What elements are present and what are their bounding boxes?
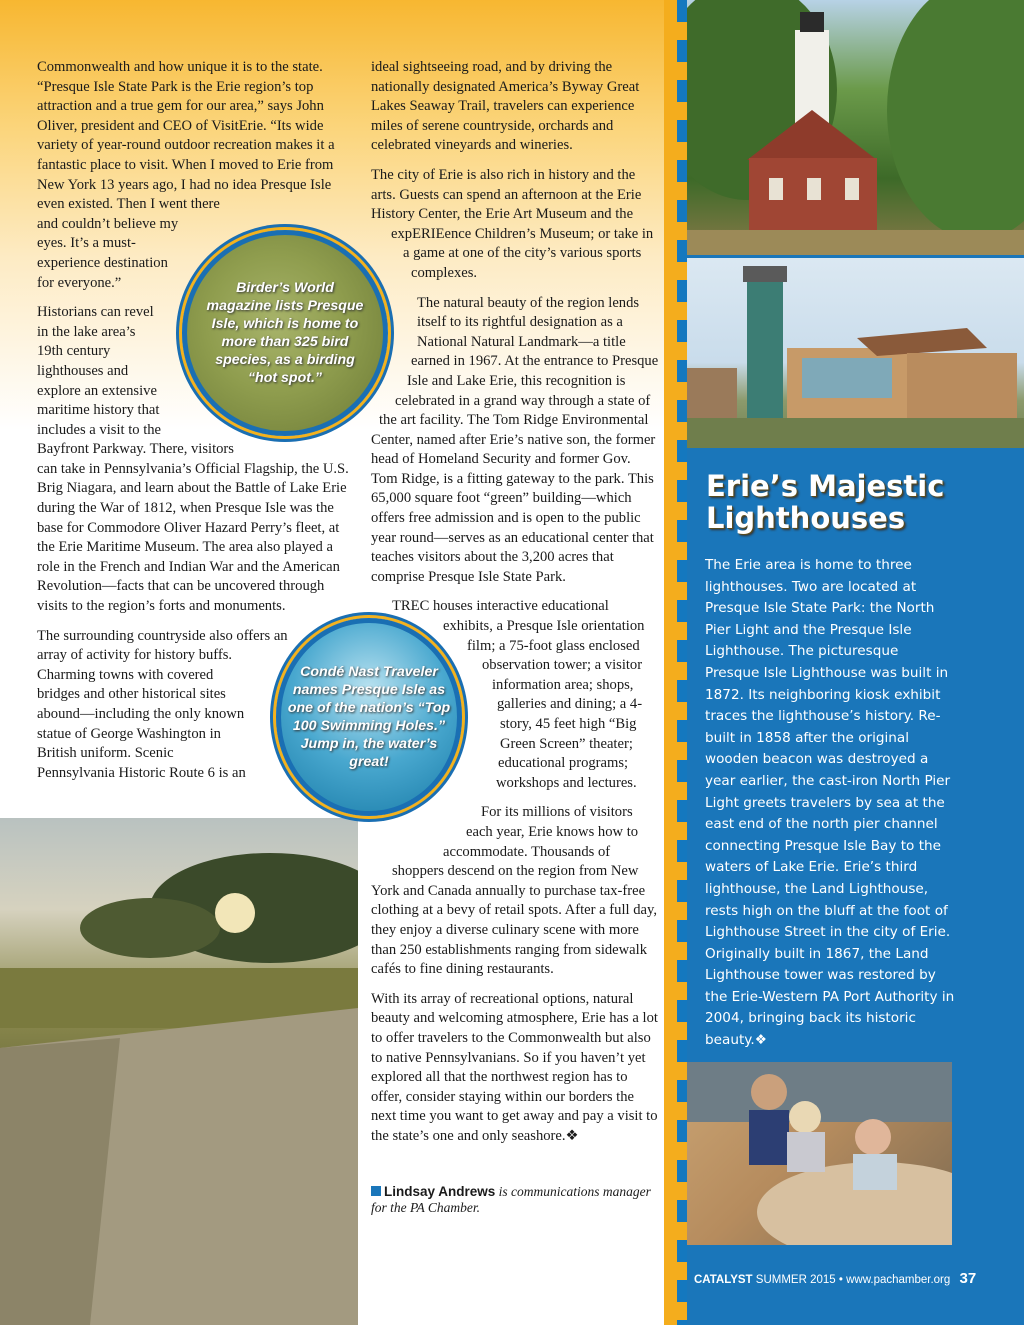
text-line: itself to its rightful designation as a [417,314,623,331]
text-line: Pennsylvania Historic Route 6 is an [37,764,246,781]
text-line: 19th century [37,343,111,360]
text-line: more than 325 bird [221,334,349,350]
website-link[interactable]: www.pachamber.org [846,1274,951,1286]
text-line: With its array of recreational options, natural [371,990,634,1007]
text-line: Oliver, president and CEO of VisitErie. “Its wide [37,117,324,134]
text-line: Brig Niagara, and learn about the Battle of Lake Erie [37,480,347,497]
text-line: next time you want to get away and pay a visit to [371,1108,658,1125]
text-line: can take in Pennsylvania’s Official Flagship, the U.S. [37,460,349,477]
text-line: explored all that the northwest region has to [371,1069,628,1086]
text-line: nationally designated America’s Byway Great [371,78,640,95]
page-number: 37 [959,1270,977,1287]
square-bullet-icon [371,1186,381,1196]
end-mark-icon: ❖ [565,1127,579,1144]
text-line: one of the nation’s “Top [287,700,451,716]
text-line: ideal sightseeing road, and by driving the [371,59,613,75]
badge-text [207,279,364,387]
text-line: and couldn’t believe my [37,215,179,232]
text-line: TREC houses interactive educational [392,598,609,615]
text-line: role in the French and Indian War and the American [37,558,340,575]
text-line: The surrounding countryside also offers an [37,627,288,644]
text-line: story, 45 feet high “Big [500,716,637,732]
text-line: earned in 1967. At the entrance to Presque [411,353,659,370]
text-line: statue of George Washington in [37,725,221,742]
paragraph [371,990,663,1147]
text-line: eyes. It’s a must- [37,235,136,252]
text-line: expERIEence Children’s Museum; or take in [391,225,654,242]
text-line: explore an extensive [37,382,157,399]
sidebar-title [706,470,1006,534]
text-line: base for Commodore Oliver Hazard Perry’s fleet, at [37,519,340,536]
author-role: for the PA Chamber. [371,1200,481,1215]
text-line: celebrated vineyards and wineries. [371,137,573,154]
beach-photo [0,818,358,1325]
text-line: comprise Presque Isle State Park. [371,568,566,585]
text-line: 65,000 square foot “green” building—which [371,490,632,507]
text-line: York and Canada annually to purchase tax-free [371,882,646,899]
text-line: Center, named after Erie’s native son, the former [371,431,656,448]
text-line: the art facility. The Tom Ridge Environmental [379,412,649,429]
text-line: Charming towns with covered [37,666,214,683]
text-line: each year, Erie knows how to [466,823,639,840]
text-line: year round—serves as an educational center that [371,529,654,546]
text-line: beauty and welcoming atmosphere, Erie has a lot [371,1010,658,1027]
title-line: Lighthouses [706,501,906,535]
text-line: during the War of 1812, when Presque Isle was the [37,500,334,517]
sidebar-text: The Erie area is home to three lighthouses. Two are located at Presque Isle State Park: the North Pier Light and the Presque Isle Lighthouse. The picturesque Presque Isle Lighthouse was built in 1872. Its neighboring kiosk exhibit traces the lighthouse’s history. Re-built in 1858 after the original wooden beacon was destroyed a year earlier, the cast-iron North Pier Light greets travelers by sea at the east end of the north pier channel connecting Presque Isle Bay to the waters of Lake Erie. Erie’s third lighthouse, the Land Lighthouse, rests high on the bluff at the foot of Lighthouse Street in the city of Erie. Originally built in 1867, the Land Lighthouse tower was restored by the Erie-Western PA Port Authority in 2004, bringing back its historic beauty. [705,557,955,1049]
text-line: accommodate. Thousands of [443,843,611,860]
text-line: maritime history that [37,402,160,419]
text-line: History Center, the Erie Art Museum and the [371,206,634,223]
text-line: teaches visitors about the 3,200 acres that [371,549,614,566]
text-line: the Erie Maritime Museum. The area also played a [37,539,333,556]
text-line: arts. Guests can spend an afternoon at the Erie [371,186,642,203]
dashed-divider [677,0,687,1325]
text-line: “Presque Isle State Park is the Erie region’s top [37,78,314,95]
birders-world-badge [182,230,388,436]
text-line: includes a visit to the [37,421,162,438]
text-line: For its millions of visitors [481,804,633,821]
children-museum-photo [687,1062,952,1245]
beach-illustration [0,818,358,1325]
text-line: for everyone.” [37,274,122,291]
end-mark-icon: ❖ [754,1032,767,1049]
text-line: galleries and dining; a 4- [497,696,643,713]
text-line: information area; shops, [492,676,634,693]
text-line: bridges and other historical sites [37,686,226,703]
paragraph [371,803,663,979]
text-line: Tom Ridge, is a fitting gateway to the park. This [371,470,654,487]
text-line: Bayfront Parkway. There, visitors [37,441,234,458]
text-line: educational programs; [498,755,629,772]
text-line: variety of year-round outdoor recreation makes it a [37,137,335,154]
text-line: cafés to fine dining restaurants. [371,961,554,978]
gold-stripe [664,0,678,1325]
author-credit [371,1184,651,1216]
paragraph [371,58,663,156]
sidebar-body [705,555,955,1052]
text-line: in the lake area’s [37,323,136,340]
author-name: Lindsay Andrews [384,1184,496,1199]
text-line: clothing at a bevy of retail spots. After a full day, [371,902,657,919]
text-line: lighthouses and [37,362,129,379]
text-line: even existed. Then I went there [37,196,220,213]
text-line: “hot spot.” [247,370,323,386]
title-line: Erie’s Majestic [706,469,945,503]
text-line: British uniform. Scenic [37,745,174,762]
text-line: The city of Erie is also rich in history and the [371,166,636,183]
text-line: species, as a birding [215,352,355,368]
text-line: Isle and Lake Erie, this recognition is [407,372,626,389]
text-fragment: the state’s one and only seashore. [371,1127,566,1144]
text-line: Condé Nast Traveler [300,664,438,680]
text-line: head of Homeland Security and former Gov. [371,451,631,468]
text-line: offer, consider staying within our borders the [371,1088,634,1105]
text-line: than 250 establishments ranging from sidewalk [371,941,648,958]
text-line: to native Pennsylvanians. So if you haven’t yet [371,1049,646,1066]
text-line: magazine lists Presque [206,298,364,314]
trec-building-photo [687,258,1024,448]
text-line: great! [349,754,389,770]
text-line: exhibits, a Presque Isle orientation [443,618,645,635]
issue-label: SUMMER 2015 • [755,1274,843,1286]
text-line: New York 13 years ago, I had no idea Presque Isle [37,176,332,193]
text-line: workshops and lectures. [496,774,637,791]
text-line: Lakes Seaway Trail, travelers can experience [371,98,635,115]
text-line [371,1127,663,1147]
text-line: Isle, which is home to [211,316,359,332]
text-line: complexes. [411,264,478,281]
text-line: array of activity for history buffs. [37,647,233,664]
text-line: 100 Swimming Holes.” [292,718,446,734]
paragraph [371,294,663,588]
text-line: Historians can revel [37,304,154,321]
text-line: film; a 75-foot glass enclosed [467,637,640,654]
text-line: The natural beauty of the region lends [417,294,640,311]
text-line: Revolution—facts that can be uncovered through [37,578,325,595]
text-line: offers free admission and is open to the public [371,510,641,527]
lighthouse-photo [687,0,1024,255]
text-line: abound—including the only known [37,706,245,722]
text-line: a game at one of the city’s various sports [403,245,642,262]
magazine-name: CATALYST [694,1274,753,1286]
page-footer [694,1270,994,1287]
text-line: Green Screen” theater; [500,735,633,752]
text-line: observation tower; a visitor [482,657,643,674]
article-column-2 [371,58,663,1156]
text-line: Commonwealth and how unique it is to the state. [37,59,323,75]
paragraph [371,166,663,284]
text-line: attraction and a true gem for our area,” says John [37,98,324,115]
text-line: to offer travelers to the Commonwealth but also [371,1029,651,1046]
text-line: Birder’s World [236,280,334,296]
text-line: fantastic place to visit. When I moved to Erie from [37,156,334,173]
badge-text [288,663,450,771]
text-line: experience destination [37,254,168,271]
text-line: celebrated in a grand way through a state of [395,392,651,409]
author-role: is communications manager [498,1184,651,1199]
text-line: National Natural Landmark—a title [417,333,626,350]
text-line: miles of serene countryside, orchards and [371,117,614,134]
text-line: visits to the region’s forts and monuments. [37,598,286,615]
text-line: shoppers descend on the region from New [392,863,639,880]
conde-nast-badge [276,618,462,816]
text-line: they enjoy a diverse culinary scene with more [371,921,639,938]
text-line: Jump in, the water’s [300,736,438,752]
trec-illustration [687,258,1024,448]
children-illustration [687,1062,952,1245]
lighthouse-illustration [687,0,1024,255]
text-line: names Presque Isle as [292,682,446,698]
